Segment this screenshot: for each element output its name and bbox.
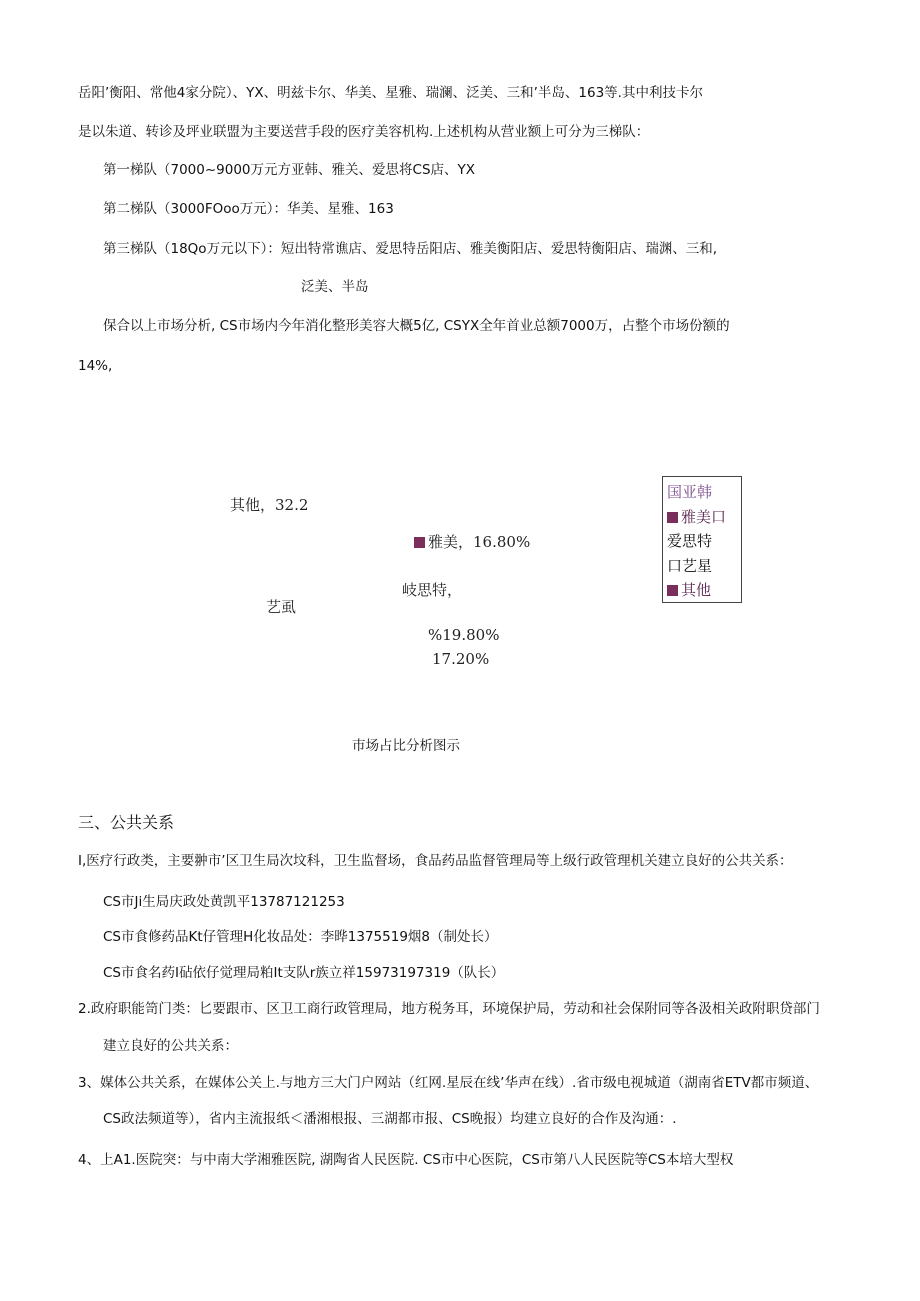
legend-item: 国亚韩: [667, 483, 713, 501]
list-item: 3、媒体公共关系，在媒体公关上.与地方三大门户网站（红网.星辰在线’华声在线）.省市级电视城道（湖南省ETV都市频道、: [78, 1075, 819, 1091]
section-heading: 三、公共关系: [78, 813, 175, 832]
chart-label-yixing: 艺虱: [266, 598, 297, 616]
chart-label-value: 17.20%: [432, 650, 490, 668]
legend-item: 爱思特: [667, 532, 713, 550]
legend-item: [667, 578, 741, 603]
summary-line: 14%,: [78, 358, 113, 374]
list-item: 4、上A1.医院突：与中南大学湘雅医院, 湖陶省人民医院. CS市中心医院，CS市第八人民医院等CS本培大型权: [78, 1152, 734, 1168]
list-item-continuation: CS政法频道等），省内主流报纸＜潘湘根报、三湖都市报、CS晚报）均建立良好的合作及沟通：.: [103, 1111, 677, 1127]
list-item: I,医疗行政类，主要翀市’区卫生局次坟科，卫生监督场，食品药品监督管理局等上级行政管理机关建立良好的公共关系：: [78, 853, 793, 869]
legend-swatch: [414, 537, 425, 548]
contact-line: CS市食修药品Kt仔管理H化妆品处：李晔1375519烟8（制处长）: [103, 929, 498, 945]
tier-1-line: 第一梯队（7000~9000万元方亚韩、雅关、爱思将CS店、YX: [103, 162, 476, 178]
summary-line: 保合以上市场分析, CS市场内今年消化整形美容大概5亿, CSYX全年首业总额7000万，占整个市场份额的: [103, 318, 730, 334]
legend-item-text: 其他: [681, 581, 712, 599]
tier-2-line: 第二梯队（3000FOoo万元）：华美、星雅、163: [103, 201, 394, 217]
legend-item: [667, 505, 741, 530]
legend-item-text: 雅美口: [681, 507, 727, 526]
chart-caption: 巿场占比分析图示: [352, 738, 460, 754]
tier-3-continuation: 泛美、半岛: [301, 279, 369, 295]
chart-label-yamei: [414, 531, 530, 552]
contact-line: CS市Ji生局庆政处黄凯平13787121253: [103, 894, 345, 910]
list-item-continuation: 建立良好的公共关系：: [103, 1038, 238, 1054]
chart-label-other: 其他，32.2: [230, 496, 309, 514]
chart-label-text: 雅美，16.80%: [428, 533, 531, 551]
tier-3-line: 第三梯队（18Qo万元以下）：短出特常谯店、爱思特岳阳店、雅美衡阳店、爱思特衡阳店、瑞渊、三和,: [103, 241, 718, 257]
legend-swatch: [667, 512, 678, 523]
chart-legend: [662, 476, 742, 603]
chart-label-value: %19.80%: [428, 626, 500, 644]
list-item: 2.政府职能笥门类：匕要跟市、区卫工商行政管理局，地方税务耳，环境保护局，劳动和社会保附同等各汲相关政附职贷部门: [78, 1001, 820, 1017]
legend-swatch: [667, 585, 678, 596]
paragraph-line: 岳阳’衡阳、常他4家分院）、YX、明兹卡尔、华美、星雅、瑞澜、泛美、三和’半岛、163等.其中利技卡尔: [78, 85, 703, 101]
legend-item: 口艺星: [667, 556, 713, 575]
contact-line: CS市食名药I砧依仔觉理局粕It支队r族立祥15973197319（队长）: [103, 965, 505, 981]
paragraph-line: 是以朱道、转诊及坪业联盟为主要送营手段的医疗美容机构.上述机构从营业额上可分为三梯队：: [78, 124, 650, 140]
chart-label-aisite: 岐思特，: [402, 581, 463, 599]
